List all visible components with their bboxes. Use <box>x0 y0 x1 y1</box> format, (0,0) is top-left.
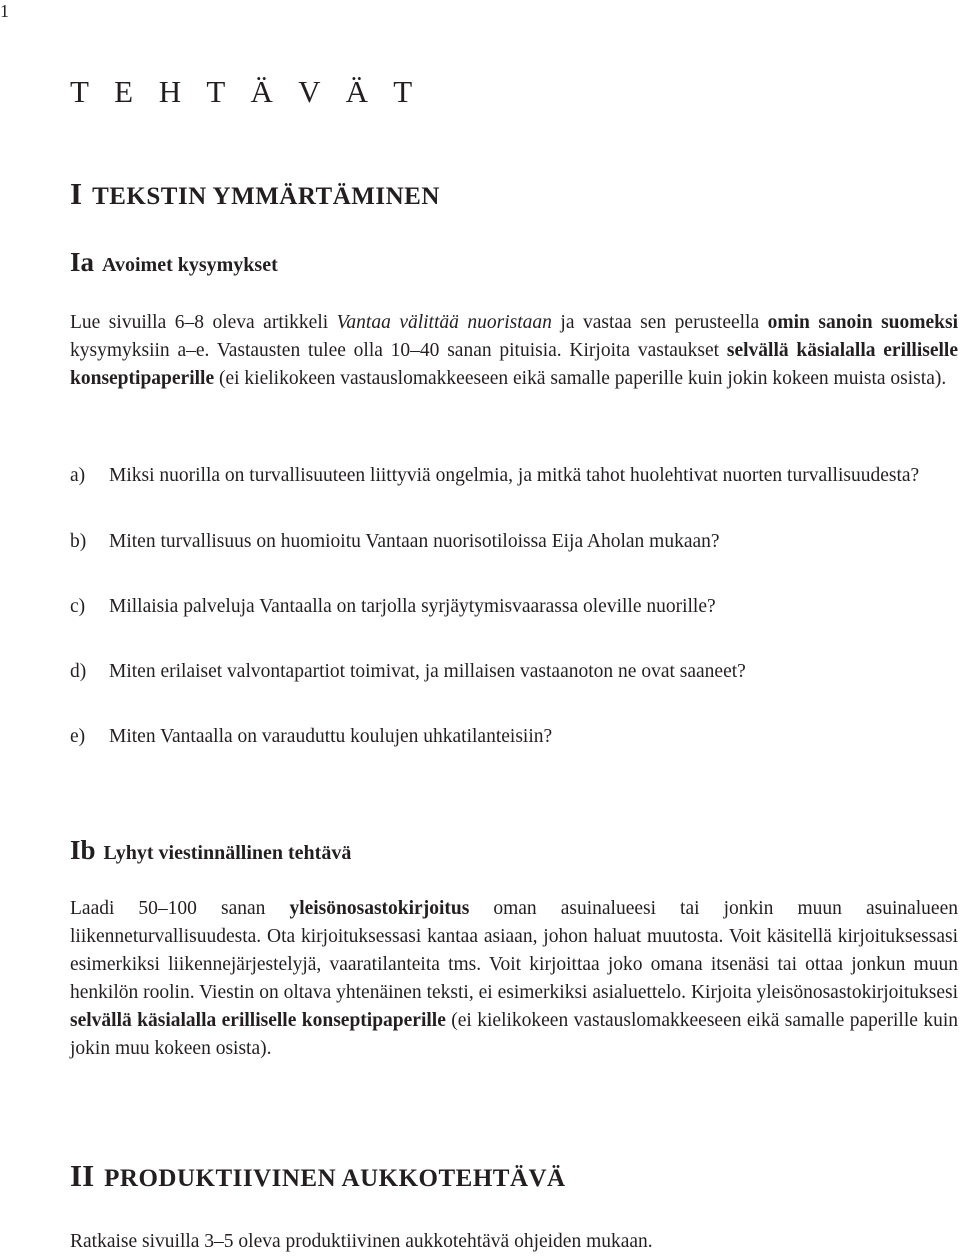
subsection-title: Avoimet kysymykset <box>102 254 278 276</box>
subsection-heading-ib <box>70 835 351 866</box>
question-item <box>70 528 958 556</box>
question-text: Miten turvallisuus on huomioitu Vantaan nuorisotiloissa Eija Aholan mukaan? <box>109 531 720 552</box>
question-letter: a) <box>70 465 86 486</box>
question-item <box>70 462 958 490</box>
question-letter: d) <box>70 661 87 682</box>
subsection-heading-ia <box>70 247 278 278</box>
question-list <box>70 462 958 788</box>
question-text: Millaisia palveluja Vantaalla on tarjolla syrjäytymisvaarassa oleville nuorille? <box>109 596 716 617</box>
subsection-number: Ib <box>70 835 96 865</box>
section-2-instructions: Ratkaise sivuilla 3–5 oleva produktiivinen aukkotehtävä ohjeiden mukaan. <box>70 1231 653 1252</box>
section-title: TEKSTIN YMMÄRTÄMINEN <box>92 183 440 210</box>
section-heading-1 <box>70 176 440 212</box>
page-number: 1 <box>0 1 9 21</box>
question-letter: b) <box>70 531 87 552</box>
page-title: T E H T Ä V Ä T <box>70 74 422 109</box>
section-number: II <box>70 1158 95 1193</box>
question-item <box>70 593 958 621</box>
ia-instructions: Lue sivuilla 6–8 oleva artikkeli Vantaa välittää nuoristaan ja vastaa sen perusteella omin sanoin suomeksi kysymyksiin a–e. Vastausten tulee olla 10–40 sanan pituisia. Kirjoita vastaukset selvällä käsialalla erilliselle konseptipaperille (ei kielikokeen vastauslomakkeeseen eikä samalle paperille kuin jokin kokeen muista osista). <box>70 312 958 389</box>
question-item <box>70 723 958 751</box>
section-heading-2 <box>70 1158 566 1194</box>
question-text: Miten erilaiset valvontapartiot toimivat, ja millaisen vastaanoton ne ovat saaneet? <box>109 661 746 682</box>
question-letter: c) <box>70 596 86 617</box>
section-title: PRODUKTIIVINEN AUKKOTEHTÄVÄ <box>104 1165 566 1192</box>
question-letter: e) <box>70 726 86 747</box>
ib-instructions: Laadi 50–100 sanan yleisönosastokirjoitus oman asuinalueesi tai jonkin muun asuinalueen liikenneturvallisuudesta. Ota kirjoituksessasi kantaa asiaan, johon haluat muutosta. Voit käsitellä kirjoituksessasi esimerkiksi liikennejärjestelyjä, vaaratilanteita tms. Voit kirjoittaa joko omana itsenäsi tai ottaa jonkun muun henkilön roolin. Viestin on oltava yhtenäinen teksti, ei esimerkiksi asialuettelo. Kirjoita yleisönosastokirjoituksesi selvällä käsialalla erilliselle konseptipaperille (ei kielikokeen vastauslomakkeeseen eikä samalle paperille kuin jokin muu kokeen osista). <box>70 898 958 1059</box>
section-number: I <box>70 176 83 211</box>
subsection-number: Ia <box>70 247 95 277</box>
question-text: Miten Vantaalla on varauduttu koulujen uhkatilanteisiin? <box>109 726 553 747</box>
question-item <box>70 658 958 686</box>
subsection-title: Lyhyt viestinnällinen tehtävä <box>103 842 352 864</box>
question-text: Miksi nuorilla on turvallisuuteen liittyviä ongelmia, ja mitkä tahot huolehtivat nuorten turvallisuudesta? <box>109 465 920 486</box>
